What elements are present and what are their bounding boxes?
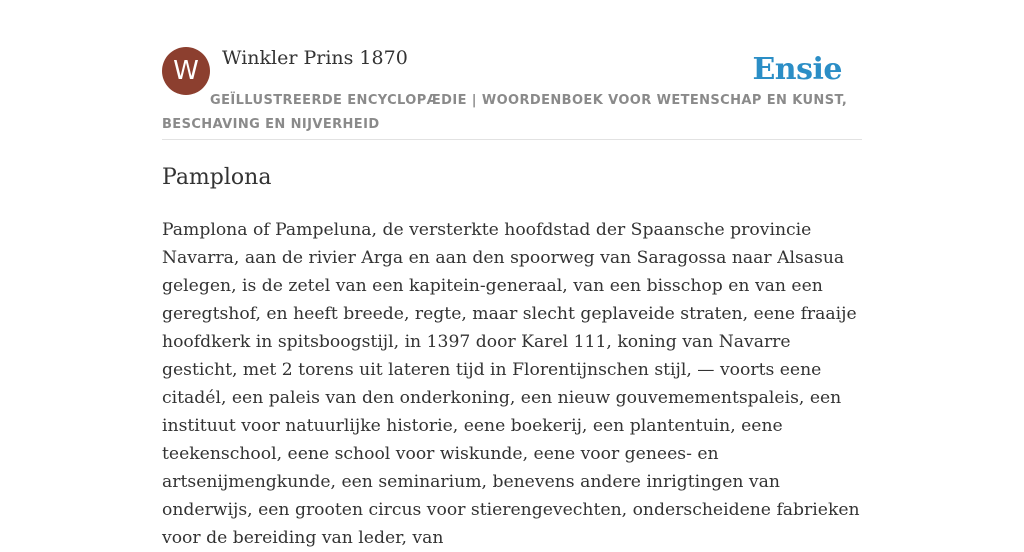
source-avatar[interactable]: W (162, 47, 210, 95)
source-subtitle: GEÏLLUSTREERDE ENCYCLOPÆDIE | WOORDENBOEK VOOR WETENSCHAP EN KUNST, BESCHAVING EN NIJVERHEID (162, 93, 848, 132)
article-title: Pamplona (162, 165, 272, 190)
article-body: Pamplona of Pampeluna, de versterkte hoofdstad der Spaansche provincie Navarra, aan de rivier Arga en aan den spoorweg van Saragossa naar Alsasua gelegen, is de zetel van een kapitein-generaal, van een bisschop en van een geregtshof, en heeft breede, regte, maar slecht geplaveide straten, eene fraaije hoofdkerk in spitsboogstijl, in 1397 door Karel 111, koning van Navarre gesticht, met 2 torens uit lateren tijd in Florentijnschen stijl, — voorts eene citadél, een paleis van den onderkoning, een nieuw gouvemementspaleis, een instituut voor natuurlijke historie, eene boekerij, een plantentuin, eene teekenschool, eene school voor wiskunde, eene voor genees- en artsenijmengkunde, een seminarium, benevens andere inrigtingen van onderwijs, een grooten circus voor stierengevechten, onderscheidene fabrieken voor de bereiding van leder, van (162, 220, 860, 548)
source-title[interactable]: Winkler Prins 1870 (222, 47, 408, 69)
source-header (162, 46, 862, 140)
brand-logo[interactable]: Ensie (752, 52, 842, 87)
